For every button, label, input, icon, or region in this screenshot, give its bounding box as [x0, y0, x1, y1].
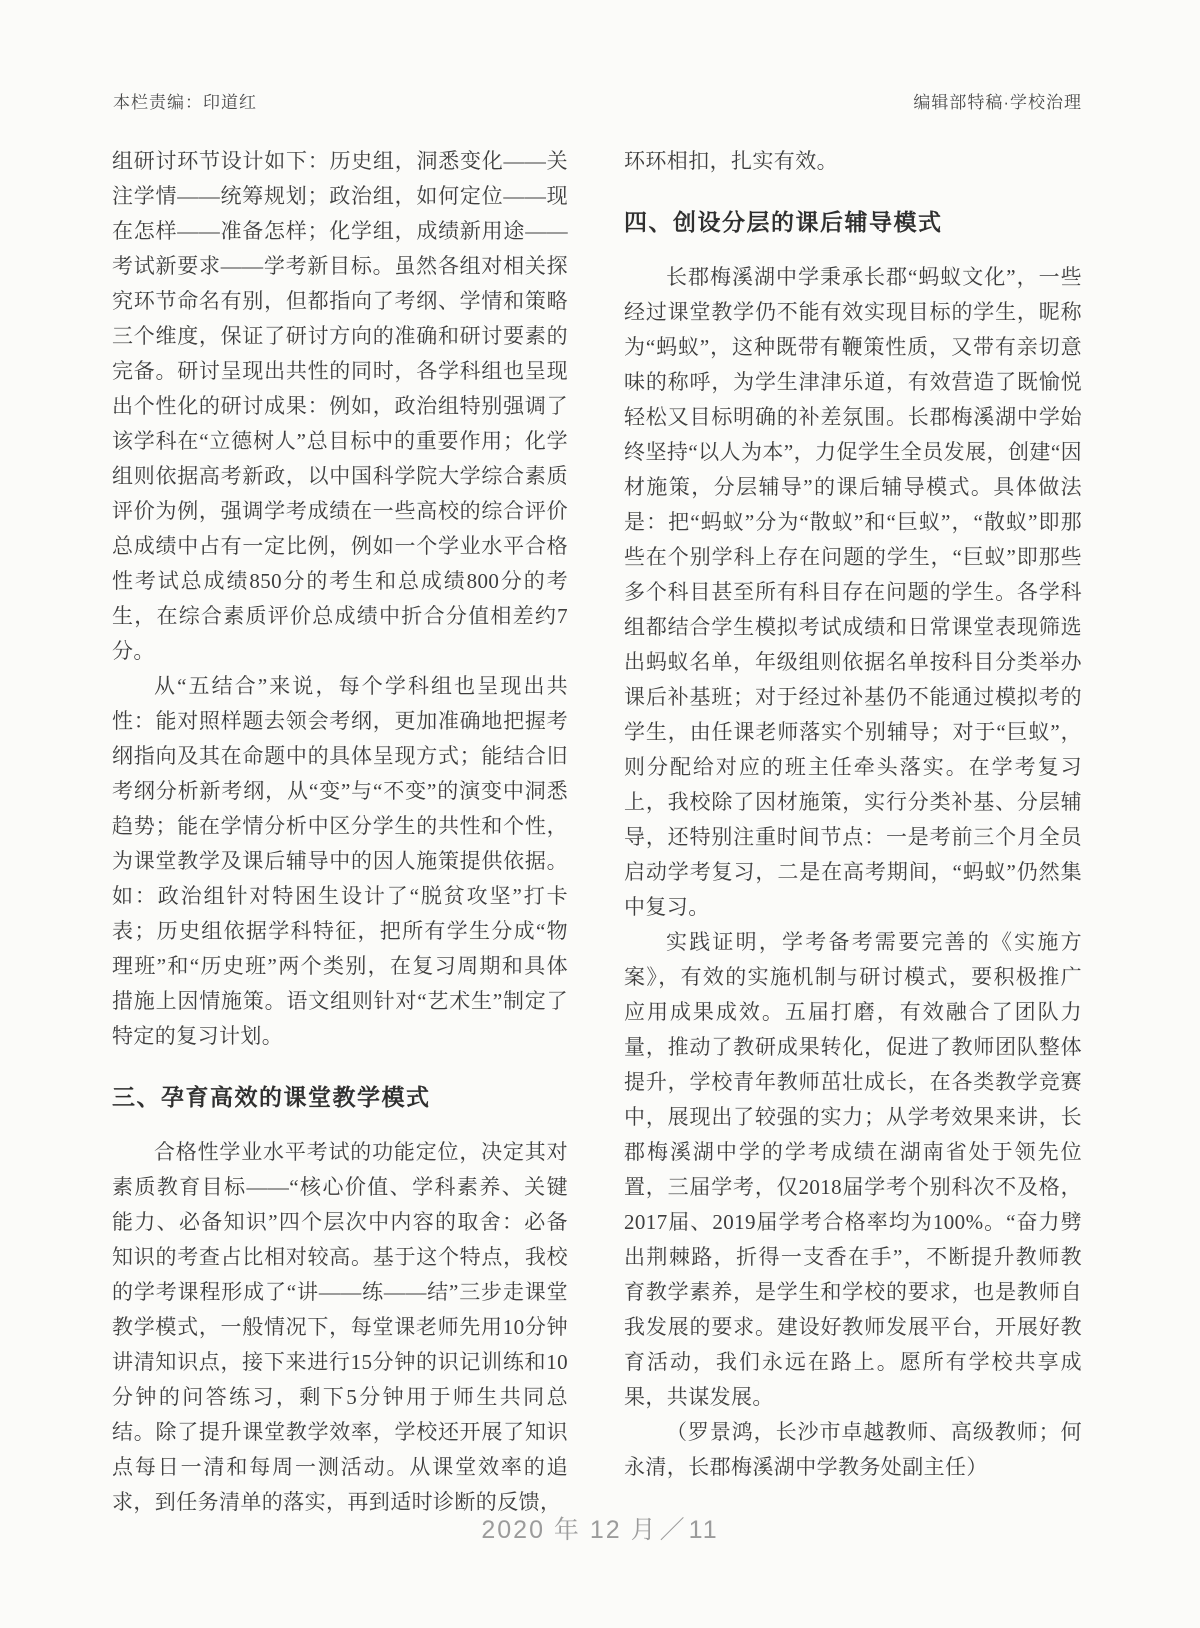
paragraph: 实践证明，学考备考需要完善的《实施方案》，有效的实施机制与研讨模式，要积极推广应用成果成效。五届打磨，有效融合了团队力量，推动了教研成果转化，促进了教师团队整体提升，学校青年教师茁壮成长，在各类教学竞赛中，展现出了较强的实力；从学考效果来讲，长郡梅溪湖中学的学考成绩在湖南省处于领先位置，三届学考，仅2018届学考个别科次不及格，2017届、2019届学考合格率均为100%。“奋力劈出荆棘路，折得一支香在手”，不断提升教师教育教学素养，是学生和学校的要求，也是教师自我发展的要求。建设好教师发展平台，开展好教育活动，我们永远在路上。愿所有学校共享成果，共谋发展。	[624, 930, 1082, 1409]
section-heading-4: 四、创设分层的课后辅导模式	[624, 209, 943, 235]
paragraph-continuation: 组研讨环节设计如下：历史组，洞悉变化——关注学情——统筹规划；政治组，如何定位——现在怎样——准备怎样；化学组，成绩新用途——考试新要求——学考新目标。虽然各组对相关探究环节命名有别，但都指向了考纲、学情和策略三个维度，保证了研讨方向的准确和研讨要素的完备。研讨呈现出共性的同时，各学科组也呈现出个性化的研讨成果：例如，政治组特别强调了该学科在“立德树人”总目标中的重要作用；化学组则依据高考新政，以中国科学院大学综合素质评价为例，强调学考成绩在一些高校的综合评价总成绩中占有一定比例，例如一个学业水平合格性考试总成绩850分的考生和总成绩800分的考生，在综合素质评价总成绩中折合分值相差约7分。	[112, 149, 568, 663]
page-footer	[0, 1510, 1200, 1546]
paragraph: 从“五结合”来说，每个学科组也呈现出共性：能对照样题去领会考纲，更加准确地把握考纲指向及其在命题中的具体呈现方式；能结合旧考纲分析新考纲，从“变”与“不变”的演变中洞悉趋势；能在学情分析中区分学生的共性和个性，为课堂教学及课后辅导中的因人施策提供依据。如：政治组针对特困生设计了“脱贫攻坚”打卡表；历史组依据学科特征，把所有学生分成“物理班”和“历史班”两个类别，在复习周期和具体措施上因情施策。语文组则针对“艺术生”制定了特定的复习计划。	[112, 674, 568, 1048]
article-column-right	[624, 144, 1082, 1485]
article-column-left	[112, 144, 568, 1520]
header-section-label: 编辑部特稿·学校治理	[913, 93, 1082, 112]
paragraph-continuation: 环环相扣，扎实有效。	[624, 149, 838, 173]
footer-page-number: 11	[688, 1516, 719, 1544]
paragraph: 合格性学业水平考试的功能定位，决定其对素质教育目标——“核心价值、学科素养、关键能力、必备知识”四个层次中内容的取舍：必备知识的考查占比相对较高。基于这个特点，我校的学考课程形成了“讲——练——结”三步走课堂教学模式，一般情况下，每堂课老师先用10分钟讲清知识点，接下来进行15分钟的识记训练和10分钟的问答练习，剩下5分钟用于师生共同总结。除了提升课堂教学效率，学校还开展了知识点每日一清和每周一测活动。从课堂效率的追求，到任务清单的落实，再到适时诊断的反馈，	[112, 1140, 568, 1514]
footer-separator: ／	[659, 1516, 687, 1544]
footer-date: 2020 年 12 月	[481, 1516, 658, 1544]
header-editor-note: 本栏责编：印道红	[113, 93, 257, 112]
author-note: （罗景鸿，长沙市卓越教师、高级教师；何永清，长郡梅溪湖中学教务处副主任）	[624, 1420, 1082, 1479]
section-heading-3: 三、孕育高效的课堂教学模式	[112, 1084, 431, 1110]
paragraph: 长郡梅溪湖中学秉承长郡“蚂蚁文化”，一些经过课堂教学仍不能有效实现目标的学生，昵称为“蚂蚁”，这种既带有鞭策性质，又带有亲切意味的称呼，为学生津津乐道，有效营造了既愉悦轻松又目标明确的补差氛围。长郡梅溪湖中学始终坚持“以人为本”，力促学生全员发展，创建“因材施策，分层辅导”的课后辅导模式。具体做法是：把“蚂蚁”分为“散蚁”和“巨蚁”，“散蚁”即那些在个别学科上存在问题的学生，“巨蚁”即那些多个科目甚至所有科目存在问题的学生。各学科组都结合学生模拟考试成绩和日常课堂表现筛选出蚂蚁名单，年级组则依据名单按科目分类举办课后补基班；对于经过补基仍不能通过模拟考的学生，由任课老师落实个别辅导；对于“巨蚁”，则分配给对应的班主任牵头落实。在学考复习上，我校除了因材施策，实行分类补基、分层辅导，还特别注重时间节点：一是考前三个月全员启动学考复习，二是在高考期间，“蚂蚁”仍然集中复习。	[624, 265, 1082, 919]
